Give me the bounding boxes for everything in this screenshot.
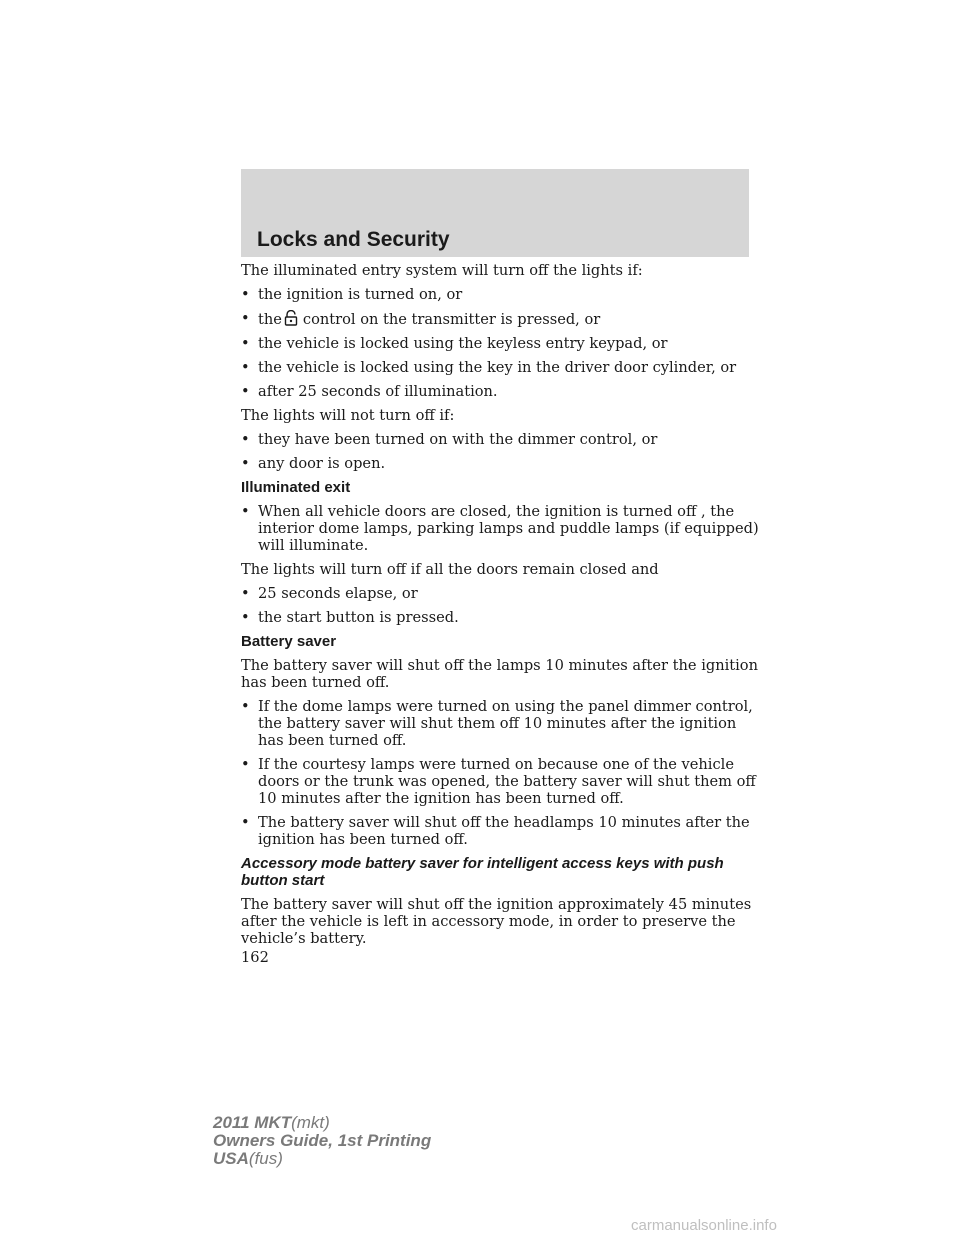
- list-item: • they have been turned on with the dimmer control, or: [241, 431, 658, 448]
- section-title: Locks and Security: [257, 228, 450, 251]
- unlock-icon: [283, 310, 301, 326]
- subheading-accessory-mode: Accessory mode battery saver for intelligent access keys with push button start: [241, 855, 724, 889]
- list-item: • the vehicle is locked using the keyless entry keypad, or: [241, 335, 668, 352]
- list-item: • If the courtesy lamps were turned on because one of the vehicle doors or the trunk was opened, the battery saver will shut them off 10 minutes after the ignition has been turned off.: [241, 756, 756, 807]
- list-item: • the vehicle is locked using the key in the driver door cylinder, or: [241, 359, 737, 376]
- bullet: •: [241, 814, 250, 831]
- print-footer: [213, 1114, 431, 1168]
- page-body: [241, 262, 761, 966]
- section-header: [241, 169, 749, 257]
- list-item: • the ignition is turned on, or: [241, 286, 463, 303]
- paragraph: The battery saver will shut off the lamps 10 minutes after the ignition has been turned off.: [241, 657, 758, 691]
- paragraph: The lights will turn off if all the doors remain closed and: [241, 561, 659, 578]
- paragraph: The illuminated entry system will turn off the lights if:: [241, 262, 643, 279]
- bullet: •: [241, 286, 250, 303]
- site-watermark: carmanualsonline.info: [631, 1217, 777, 1234]
- bullet: •: [241, 585, 250, 602]
- bullet: •: [241, 756, 250, 773]
- bullet: •: [241, 503, 250, 520]
- bullet: •: [241, 698, 250, 715]
- list-item: • the control on the transmitter is pressed, or: [241, 310, 601, 328]
- page-number: 162: [241, 949, 269, 966]
- list-item: • If the dome lamps were turned on using the panel dimmer control, the battery saver will shut them off 10 minutes after the ignition has been turned off.: [241, 698, 753, 749]
- list-item: • 25 seconds elapse, or: [241, 585, 418, 602]
- paragraph: The lights will not turn off if:: [241, 407, 455, 424]
- bullet: •: [241, 431, 250, 448]
- list-item: • after 25 seconds of illumination.: [241, 383, 498, 400]
- list-item: • the start button is pressed.: [241, 609, 459, 626]
- bullet: •: [241, 609, 250, 626]
- list-item: • any door is open.: [241, 455, 386, 472]
- bullet: •: [241, 359, 250, 376]
- bullet: •: [241, 383, 250, 400]
- footer-line-region: USA(fus): [213, 1149, 283, 1168]
- list-item: • When all vehicle doors are closed, the ignition is turned off , the interior dome lamps, parking lamps and puddle lamps (if equipped) will illuminate.: [241, 503, 759, 554]
- footer-line-printing: Owners Guide, 1st Printing: [213, 1131, 432, 1150]
- footer-line-model: 2011 MKT(mkt): [213, 1113, 330, 1132]
- subheading-illuminated-exit: Illuminated exit: [241, 479, 351, 496]
- bullet: •: [241, 455, 250, 472]
- paragraph: The battery saver will shut off the ignition approximately 45 minutes after the vehicle is left in accessory mode, in order to preserve the vehicle’s battery.: [241, 896, 752, 947]
- subheading-battery-saver: Battery saver: [241, 633, 337, 650]
- list-item: • The battery saver will shut off the headlamps 10 minutes after the ignition has been turned off.: [241, 814, 750, 848]
- bullet: •: [241, 310, 250, 327]
- bullet: •: [241, 335, 250, 352]
